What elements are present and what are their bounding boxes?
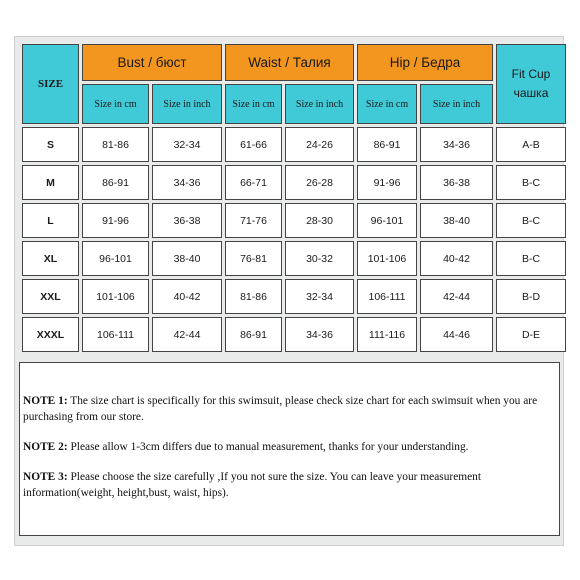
size-cell: M (22, 165, 79, 200)
bust-inch-cell: 38-40 (152, 241, 222, 276)
bust-inch-header: Size in inch (152, 84, 222, 124)
bust-cm-cell: 86-91 (82, 165, 149, 200)
size-cell: XXL (22, 279, 79, 314)
hip-cm-cell: 86-91 (357, 127, 417, 162)
note-1 (23, 393, 555, 425)
bust-inch-cell: 40-42 (152, 279, 222, 314)
waist-cm-cell: 66-71 (225, 165, 282, 200)
size-cell: S (22, 127, 79, 162)
fit-cup-label-ru: чашка (513, 86, 549, 100)
bust-cm-header: Size in cm (82, 84, 149, 124)
waist-inch-cell: 34-36 (285, 317, 354, 352)
fit-cup-cell: A-B (496, 127, 566, 162)
hip-inch-cell: 38-40 (420, 203, 493, 238)
waist-inch-cell: 32-34 (285, 279, 354, 314)
bust-cm-cell: 91-96 (82, 203, 149, 238)
hip-inch-cell: 40-42 (420, 241, 493, 276)
hip-cm-header: Size in cm (357, 84, 417, 124)
note-label: NOTE 3: (23, 471, 68, 483)
waist-inch-cell: 26-28 (285, 165, 354, 200)
hip-cm-cell: 96-101 (357, 203, 417, 238)
table-row (22, 165, 566, 200)
hip-inch-cell: 36-38 (420, 165, 493, 200)
bust-cm-cell: 81-86 (82, 127, 149, 162)
note-3 (23, 469, 555, 501)
waist-cm-cell: 76-81 (225, 241, 282, 276)
fit-cup-cell: B-C (496, 241, 566, 276)
waist-inch-header: Size in inch (285, 84, 354, 124)
bust-cm-cell: 106-111 (82, 317, 149, 352)
fit-cup-cell: B-C (496, 203, 566, 238)
note-text: The size chart is specifically for this swimsuit, please check size chart for each swimsuit when you are purchasing from our store. (23, 395, 538, 423)
note-text: Please allow 1-3cm differs due to manual measurement, thanks for your understanding. (67, 441, 469, 453)
hip-cm-cell: 106-111 (357, 279, 417, 314)
hip-inch-cell: 44-46 (420, 317, 493, 352)
fit-cup-cell: B-D (496, 279, 566, 314)
waist-cm-cell: 81-86 (225, 279, 282, 314)
header-row-units (22, 84, 566, 124)
fit-cup-cell: D-E (496, 317, 566, 352)
bust-inch-cell: 32-34 (152, 127, 222, 162)
hip-cm-cell: 101-106 (357, 241, 417, 276)
fit-cup-cell: B-C (496, 165, 566, 200)
waist-inch-cell: 24-26 (285, 127, 354, 162)
size-cell: XXXL (22, 317, 79, 352)
fit-cup-header (496, 44, 566, 124)
waist-group-header: Waist / Талия (225, 44, 354, 81)
waist-cm-cell: 86-91 (225, 317, 282, 352)
note-text: Please choose the size carefully ,If you not sure the size. You can leave your measurement information(weight, height,bust, waist, hips). (23, 471, 482, 499)
waist-inch-cell: 28-30 (285, 203, 354, 238)
note-label: NOTE 2: (23, 441, 68, 453)
waist-cm-cell: 61-66 (225, 127, 282, 162)
table-row (22, 241, 566, 276)
hip-inch-cell: 42-44 (420, 279, 493, 314)
fit-cup-label: Fit Cup (511, 67, 551, 81)
hip-cm-cell: 111-116 (357, 317, 417, 352)
size-cell: XL (22, 241, 79, 276)
bust-cm-cell: 101-106 (82, 279, 149, 314)
notes-box (19, 362, 560, 536)
hip-inch-cell: 34-36 (420, 127, 493, 162)
size-column-header: SIZE (22, 44, 79, 124)
hip-group-header: Hip / Бедра (357, 44, 493, 81)
bust-inch-cell: 34-36 (152, 165, 222, 200)
waist-inch-cell: 30-32 (285, 241, 354, 276)
bottom-margin (0, 548, 580, 580)
bust-group-header: Bust / бюст (82, 44, 222, 81)
note-2 (23, 439, 555, 455)
table-row (22, 279, 566, 314)
waist-cm-header: Size in cm (225, 84, 282, 124)
note-label: NOTE 1: (23, 395, 68, 407)
table-row (22, 317, 566, 352)
table-row (22, 203, 566, 238)
bust-inch-cell: 36-38 (152, 203, 222, 238)
size-cell: L (22, 203, 79, 238)
size-chart-table (19, 41, 569, 355)
hip-inch-header: Size in inch (420, 84, 493, 124)
waist-cm-cell: 71-76 (225, 203, 282, 238)
table-row (22, 127, 566, 162)
header-row-groups (22, 44, 566, 81)
bust-inch-cell: 42-44 (152, 317, 222, 352)
bust-cm-cell: 96-101 (82, 241, 149, 276)
hip-cm-cell: 91-96 (357, 165, 417, 200)
